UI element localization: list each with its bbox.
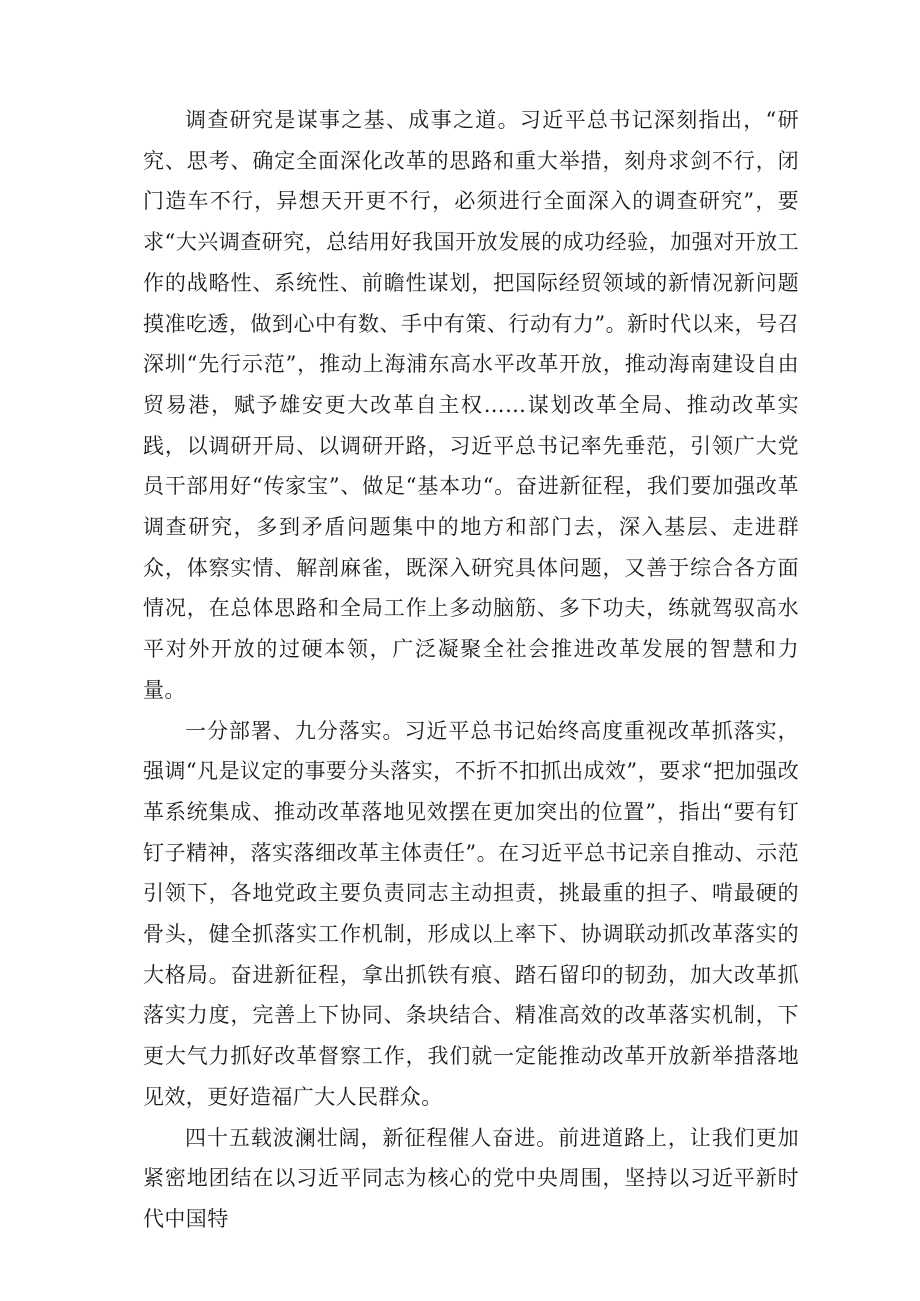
- paragraph-implementation: 一分部署、九分落实。习近平总书记始终高度重视改革抓落实，强调“凡是议定的事要分头落实，不折不扣抓出成效”，要求“把加强改革系统集成、推动改革落地见效摆在更加突出的位置”，指出“要有钉钉子精神，落实落细改革主体责任”。在习近平总书记亲自推动、示范引领下，各地党政主要负责同志主动担责，挑最重的担子、啃最硬的骨头，健全抓落实工作机制，形成以上率下、协调联动抓改革落实的大格局。奋进新征程，拿出抓铁有痕、踏石留印的韧劲，加大改革抓落实力度，完善上下协同、条块结合、精准高效的改革落实机制，下更大气力抓好改革督察工作，我们就一定能推动改革开放新举措落地见效，更好造福广大人民群众。: [143, 718, 799, 1109]
- document-body: [143, 100, 799, 1240]
- paragraph-research: 调查研究是谋事之基、成事之道。习近平总书记深刻指出，“研究、思考、确定全面深化改革的思路和重大举措，刻舟求剑不行，闭门造车不行，异想天开更不行，必须进行全面深入的调查研究”，要求“大兴调查研究，总结用好我国开放发展的成功经验，加强对开放工作的战略性、系统性、前瞻性谋划，把国际经贸领域的新情况新问题摸准吃透，做到心中有数、手中有策、行动有力”。新时代以来，号召深圳“先行示范”，推动上海浦东高水平改革开放，推动海南建设自由贸易港，赋予雄安更大改革自主权……谋划改革全局、推动改革实践，以调研开局、以调研开路，习近平总书记率先垂范，引领广大党员干部用好“传家宝”、做足“基本功“。奋进新征程，我们要加强改革调查研究，多到矛盾问题集中的地方和部门去，深入基层、走进群众，体察实情、解剖麻雀，既深入研究具体问题，又善于综合各方面情况，在总体思路和全局工作上多动脑筋、多下功夫，练就驾驭高水平对外开放的过硬本领，广泛凝聚全社会推进改革发展的智慧和力量。: [143, 108, 799, 702]
- paragraph-closing: 四十五载波澜壮阔，新征程催人奋进。前进道路上，让我们更加紧密地团结在以习近平同志为核心的党中央周围，坚持以习近平新时代中国特: [143, 1125, 799, 1231]
